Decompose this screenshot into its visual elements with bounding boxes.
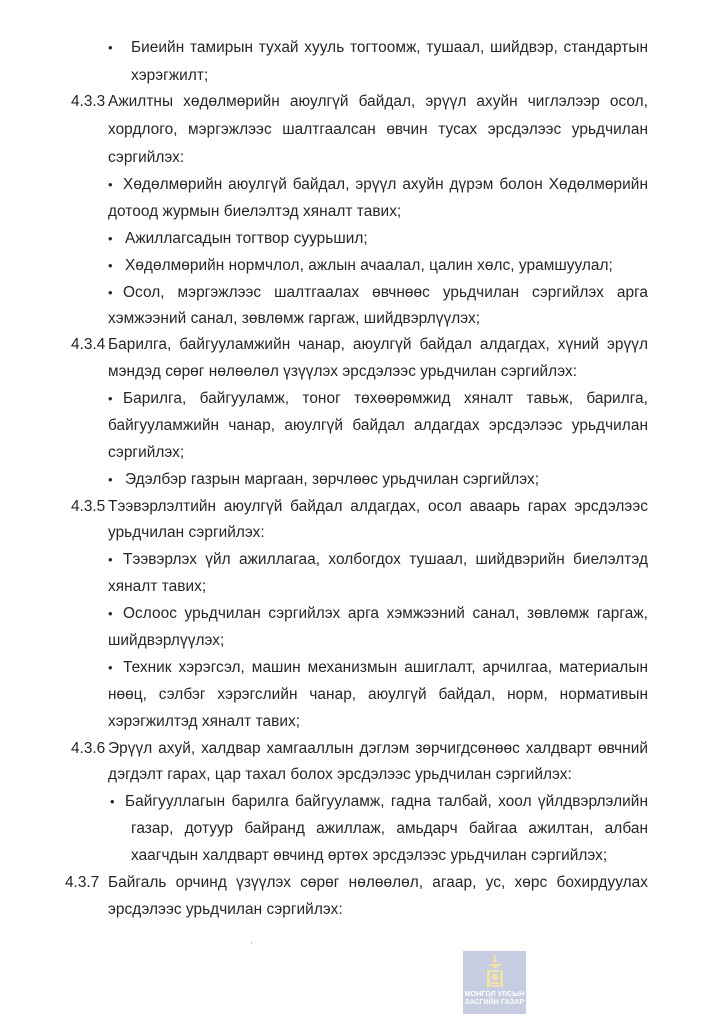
bullet-text-line: хэрэгжилтэд хяналт тавих; bbox=[108, 713, 301, 730]
bullet-text-line: Ослоос урьдчилан сэргийлэх арга хэмжээний санал, зөвлөмж гаргаж, bbox=[123, 605, 648, 622]
bullet-marker: • bbox=[108, 660, 113, 675]
bullet-text-line: хэрэгжилт; bbox=[131, 67, 209, 84]
bullet-marker: • bbox=[108, 285, 113, 300]
bullet-text-line: газар, дотуур байранд ажиллаж, амьдарч байгаа ажилтан, албан bbox=[131, 820, 648, 837]
section-number: 4.3.7 bbox=[65, 874, 100, 891]
section-heading-line: Байгаль орчинд үзүүлэх сөрөг нөлөөлөл, агаар, ус, хөрс бохирдуулах bbox=[108, 874, 648, 891]
bullet-text-line: хяналт тавих; bbox=[108, 578, 207, 595]
bullet-text-line: сэргийлэх; bbox=[108, 444, 185, 461]
scan-speck bbox=[251, 942, 252, 944]
bullet-text-line: хаагчдын халдварт өвчинд өртөх эрсдэлээс урьдчилан сэргийлэх; bbox=[131, 847, 608, 864]
bullet-text-line: Тээвэрлэх үйл ажиллагаа, холбогдох тушаал, шийдвэрийн биелэлтэд bbox=[123, 551, 648, 568]
section-heading-line: сэргийлэх: bbox=[108, 149, 185, 166]
bullet-text-line: Ажиллагсадын тогтвор суурьшил; bbox=[125, 230, 368, 247]
bullet-marker: • bbox=[108, 552, 113, 567]
logo-text-line2: ЗАСГИЙН ГАЗАР bbox=[464, 999, 525, 1006]
section-heading-line: хордлого, мэргэжлээс шалтгаалсан өвчин тусах эрсдэлээс урьдчилан bbox=[108, 121, 648, 138]
section-number: 4.3.3 bbox=[71, 93, 106, 110]
bullet-marker: • bbox=[108, 391, 113, 406]
logo-text-line1: МОНГОЛ УЛСЫН bbox=[464, 991, 525, 998]
bullet-text-line: хэмжээний санал, зөвлөмж гаргаж, шийдвэрлүүлэх; bbox=[108, 310, 481, 327]
bullet-marker: • bbox=[108, 40, 113, 55]
bullet-text-line: Байгууллагын барилга байгууламж, гадна талбай, хоол үйлдвэрлэлийн bbox=[125, 793, 648, 810]
bullet-text-line: дотоод журмын биелэлтэд хяналт тавих; bbox=[108, 203, 402, 220]
section-heading-line: Барилга, байгууламжийн чанар, аюулгүй байдал алдагдах, хүний эрүүл bbox=[108, 336, 648, 353]
section-number: 4.3.4 bbox=[71, 336, 106, 353]
section-number: 4.3.5 bbox=[71, 498, 106, 515]
bullet-text-line: Хөдөлмөрийн аюулгүй байдал, эрүүл ахуйн дүрэм болон Хөдөлмөрийн bbox=[123, 176, 648, 193]
bullet-text-line: Техник хэрэгсэл, машин механизмын ашиглалт, арчилгаа, материалын bbox=[123, 659, 648, 676]
section-heading-line: мэндэд сөрөг нөлөөлөл үзүүлэх эрсдэлээс урьдчилан сэргийлэх: bbox=[108, 363, 578, 380]
section-heading-line: урьдчилан сэргийлэх: bbox=[108, 524, 265, 541]
bullet-text-line: Осол, мэргэжлээс шалтгаалах өвчнөөс урьдчилан сэргийлэх арга bbox=[123, 284, 648, 301]
bullet-marker: • bbox=[108, 177, 113, 192]
section-heading-line: Тээвэрлэлтийн аюулгүй байдал алдагдах, осол аваарь гарах эрсдэлээс bbox=[108, 498, 648, 515]
bullet-text-line: байгууламжийн чанар, аюулгүй байдал алдагдах эрсдэлээс урьдчилан bbox=[108, 417, 648, 434]
government-logo bbox=[463, 951, 526, 1014]
bullet-text-line: нөөц, сэлбэг хэрэгслийн чанар, аюулгүй байдал, норм, нормативын bbox=[108, 686, 648, 703]
bullet-marker: • bbox=[110, 794, 115, 809]
section-number: 4.3.6 bbox=[71, 740, 106, 757]
section-heading-line: дэгдэлт гарах, цар тахал болох эрсдэлээс урьдчилан сэргийлэх: bbox=[108, 766, 572, 783]
section-heading-line: Эрүүл ахуй, халдвар хамгааллын дэглэм зөрчигдсөнөөс халдварт өвчний bbox=[108, 740, 648, 757]
bullet-marker: • bbox=[108, 231, 113, 246]
bullet-text-line: Эдэлбэр газрын маргаан, зөрчлөөс урьдчилан сэргийлэх; bbox=[125, 471, 540, 488]
section-heading-line: Ажилтны хөдөлмөрийн аюулгүй байдал, эрүүл ахуйн чиглэлээр осол, bbox=[108, 93, 648, 110]
section-heading-line: эрсдэлээс урьдчилан сэргийлэх: bbox=[108, 901, 343, 918]
bullet-text-line: Хөдөлмөрийн нормчлол, ажлын ачаалал, цалин хөлс, урамшуулал; bbox=[125, 257, 613, 274]
bullet-marker: • bbox=[108, 472, 113, 487]
bullet-text-line: Биеийн тамирын тухай хууль тогтоомж, тушаал, шийдвэр, стандартын bbox=[131, 39, 648, 56]
soyombo-emblem-icon bbox=[484, 953, 506, 991]
bullet-text-line: Барилга, байгууламж, тоног төхөөрөмжид хяналт тавьж, барилга, bbox=[123, 390, 648, 407]
bullet-marker: • bbox=[108, 258, 113, 273]
bullet-text-line: шийдвэрлүүлэх; bbox=[108, 632, 225, 649]
bullet-marker: • bbox=[108, 606, 113, 621]
